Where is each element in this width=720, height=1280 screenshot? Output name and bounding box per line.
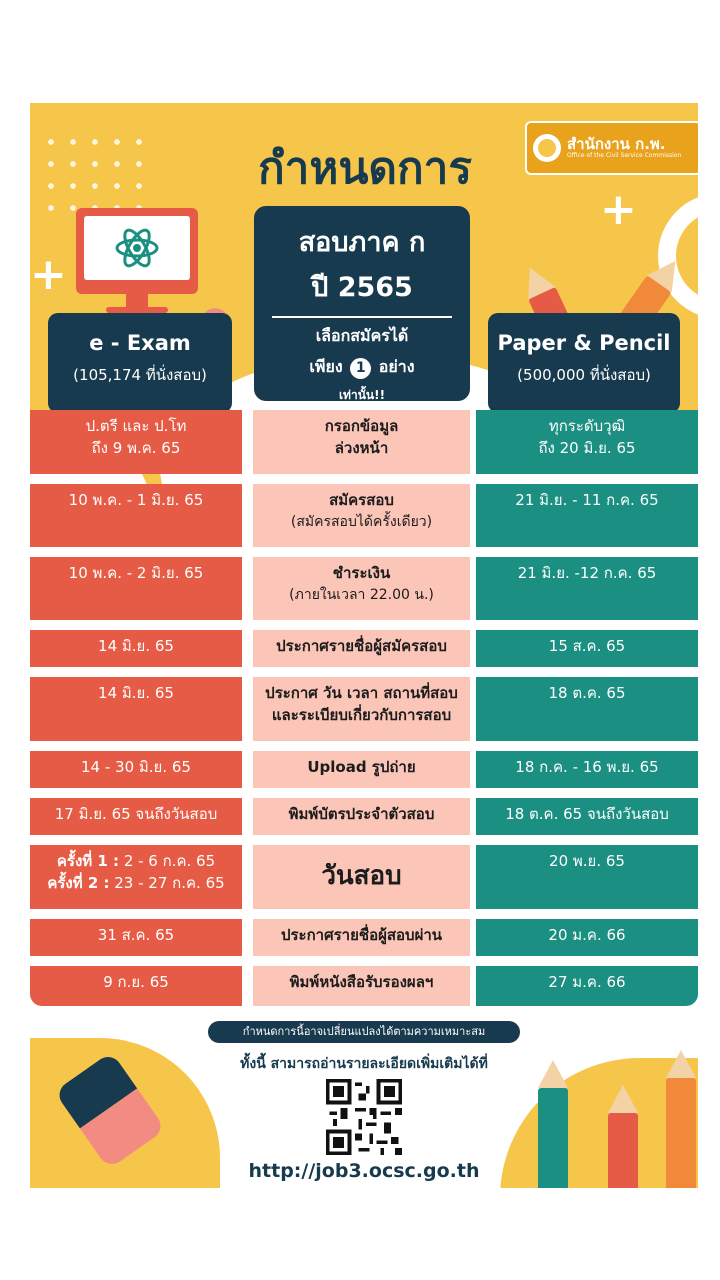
cell-text: 2 - 6 ก.ค. 65	[119, 852, 216, 870]
cell-text: 20 ม.ค. 66	[548, 926, 626, 944]
e-exam-header	[48, 313, 232, 413]
pencil-icon	[608, 1113, 638, 1188]
round-label: ครั้งที่ 2 :	[47, 873, 110, 892]
exam-day-label: วันสอบ	[321, 861, 402, 892]
atom-icon	[84, 216, 190, 280]
cell-text: 17 มิ.ย. 65 จนถึงวันสอบ	[54, 805, 218, 823]
schedule-cell-step	[253, 919, 470, 956]
cell-text: ถึง 9 พ.ค. 65	[91, 438, 181, 457]
cell-text: 18 ต.ค. 65 จนถึงวันสอบ	[505, 805, 669, 823]
cell-text: 9 ก.ย. 65	[103, 973, 169, 991]
plus-decoration: +	[30, 249, 67, 300]
cell-text: ถึง 20 มิ.ย. 65	[538, 438, 636, 457]
pencil-icon	[666, 1078, 696, 1188]
schedule-cell-paper	[476, 484, 698, 547]
cell-text: 14 - 30 มิ.ย. 65	[81, 758, 191, 776]
cell-text: 14 มิ.ย. 65	[98, 684, 174, 702]
schedule-cell-eexam	[30, 484, 242, 547]
more-info-text: ทั้งนี้ สามารถอ่านรายละเอียดเพิ่มเติมได้ที่	[240, 1056, 488, 1072]
schedule-cell-paper	[476, 919, 698, 956]
step-note: (ภายในเวลา 22.00 น.)	[289, 586, 434, 603]
website-link[interactable]: http://job3.ocsc.go.th	[248, 1160, 480, 1182]
disclaimer-note: กำหนดการนี้อาจเปลี่ยนแปลงได้ตามความเหมาะสม	[208, 1021, 520, 1043]
step-label: พิมพ์บัตรประจำตัวสอบ	[288, 805, 435, 823]
cell-text: 10 พ.ค. - 1 มิ.ย. 65	[68, 491, 204, 509]
choose-text: เลือกสมัครได้	[315, 326, 409, 345]
schedule-cell-step	[253, 966, 470, 1006]
cell-text: 21 มิ.ย. -12 ก.ค. 65	[517, 564, 657, 582]
schedule-cell-paper	[476, 798, 698, 835]
schedule-cell-step	[253, 557, 470, 620]
logo-name: สำนักงาน ก.พ.	[567, 135, 666, 154]
schedule-cell-eexam	[30, 410, 242, 474]
logo-subtitle: Office of the Civil Service Commission	[567, 151, 682, 159]
schedule-cell-paper	[476, 557, 698, 620]
step-label: พิมพ์หนังสือรับรองผลฯ	[289, 973, 434, 991]
paper-pencil-seats: (500,000 ที่นั่งสอบ)	[517, 366, 651, 384]
only-emphasis: เท่านั้น!!	[338, 388, 386, 402]
cell-text: 27 ม.ค. 66	[548, 973, 626, 991]
step-label: กรอกข้อมูล	[324, 417, 399, 435]
schedule-cell-step	[253, 798, 470, 835]
poster	[30, 103, 698, 1188]
page-title: กำหนดการ	[258, 143, 472, 194]
schedule-cell-step	[253, 677, 470, 741]
seal-icon	[533, 134, 561, 162]
schedule-cell-eexam	[30, 751, 242, 788]
schedule-cell-step	[253, 845, 470, 909]
e-exam-seats: (105,174 ที่นั่งสอบ)	[73, 366, 207, 384]
schedule-cell-paper	[476, 630, 698, 667]
qr-code-icon[interactable]	[326, 1079, 402, 1155]
step-label: ประกาศรายชื่อผู้สอบผ่าน	[280, 926, 443, 944]
schedule-cell-paper	[476, 677, 698, 741]
step-label: Upload รูปถ่าย	[307, 758, 416, 776]
step-label: ล่วงหน้า	[334, 438, 389, 457]
schedule-cell-eexam	[30, 677, 242, 741]
plus-decoration: +	[600, 184, 637, 235]
step-label: และระเบียบเกี่ยวกับการสอบ	[271, 705, 452, 724]
schedule-cell-eexam	[30, 919, 242, 956]
only-text: เพียง	[309, 357, 343, 376]
cell-text: 20 พ.ย. 65	[549, 852, 625, 870]
schedule-cell-eexam	[30, 630, 242, 667]
paper-pencil-title: Paper & Pencil	[497, 331, 671, 355]
paper-pencil-header	[488, 313, 680, 413]
exam-name: สอบภาค ก	[298, 227, 426, 258]
cell-text: 23 - 27 ก.ค. 65	[109, 873, 225, 892]
schedule-cell-step	[253, 630, 470, 667]
schedule-cell-step	[253, 484, 470, 547]
e-exam-title: e - Exam	[89, 331, 191, 355]
cell-text: 18 ก.ค. - 16 พ.ย. 65	[515, 758, 659, 776]
ocsc-logo	[525, 121, 698, 175]
cell-text: 31 ส.ค. 65	[97, 926, 175, 944]
exam-year: ปี 2565	[311, 272, 413, 303]
round-label: ครั้งที่ 1 :	[56, 852, 120, 870]
exam-info-box	[254, 206, 470, 401]
step-note: (สมัครสอบได้ครั้งเดียว)	[290, 513, 433, 530]
cell-text: ทุกระดับวุฒิ	[548, 417, 626, 435]
schedule-cell-eexam	[30, 557, 242, 620]
cell-text: 21 มิ.ย. - 11 ก.ค. 65	[515, 491, 659, 509]
cell-text: 18 ต.ค. 65	[548, 684, 626, 702]
cell-text: 10 พ.ค. - 2 มิ.ย. 65	[68, 564, 204, 582]
option-text: อย่าง	[378, 357, 415, 376]
cell-text: ป.ตรี และ ป.โท	[85, 417, 187, 435]
step-label: ประกาศ วัน เวลา สถานที่สอบ	[265, 684, 458, 702]
schedule-cell-eexam	[30, 966, 242, 1006]
pencil-icon	[538, 1088, 568, 1188]
schedule-cell-eexam	[30, 845, 242, 909]
cell-text: 15 ส.ค. 65	[548, 637, 626, 655]
schedule-cell-eexam	[30, 798, 242, 835]
step-label: สมัครสอบ	[329, 491, 394, 509]
schedule-cell-step	[253, 751, 470, 788]
cell-text: 14 มิ.ย. 65	[98, 637, 174, 655]
computer-monitor-icon	[76, 208, 198, 294]
step-label: ประกาศรายชื่อผู้สมัครสอบ	[276, 637, 447, 655]
step-label: ชำระเงิน	[332, 564, 391, 582]
schedule-cell-paper	[476, 410, 698, 474]
number-badge: 1	[350, 358, 371, 379]
schedule-cell-step	[253, 410, 470, 474]
schedule-cell-paper	[476, 751, 698, 788]
schedule-cell-paper	[476, 845, 698, 909]
schedule-cell-paper	[476, 966, 698, 1006]
